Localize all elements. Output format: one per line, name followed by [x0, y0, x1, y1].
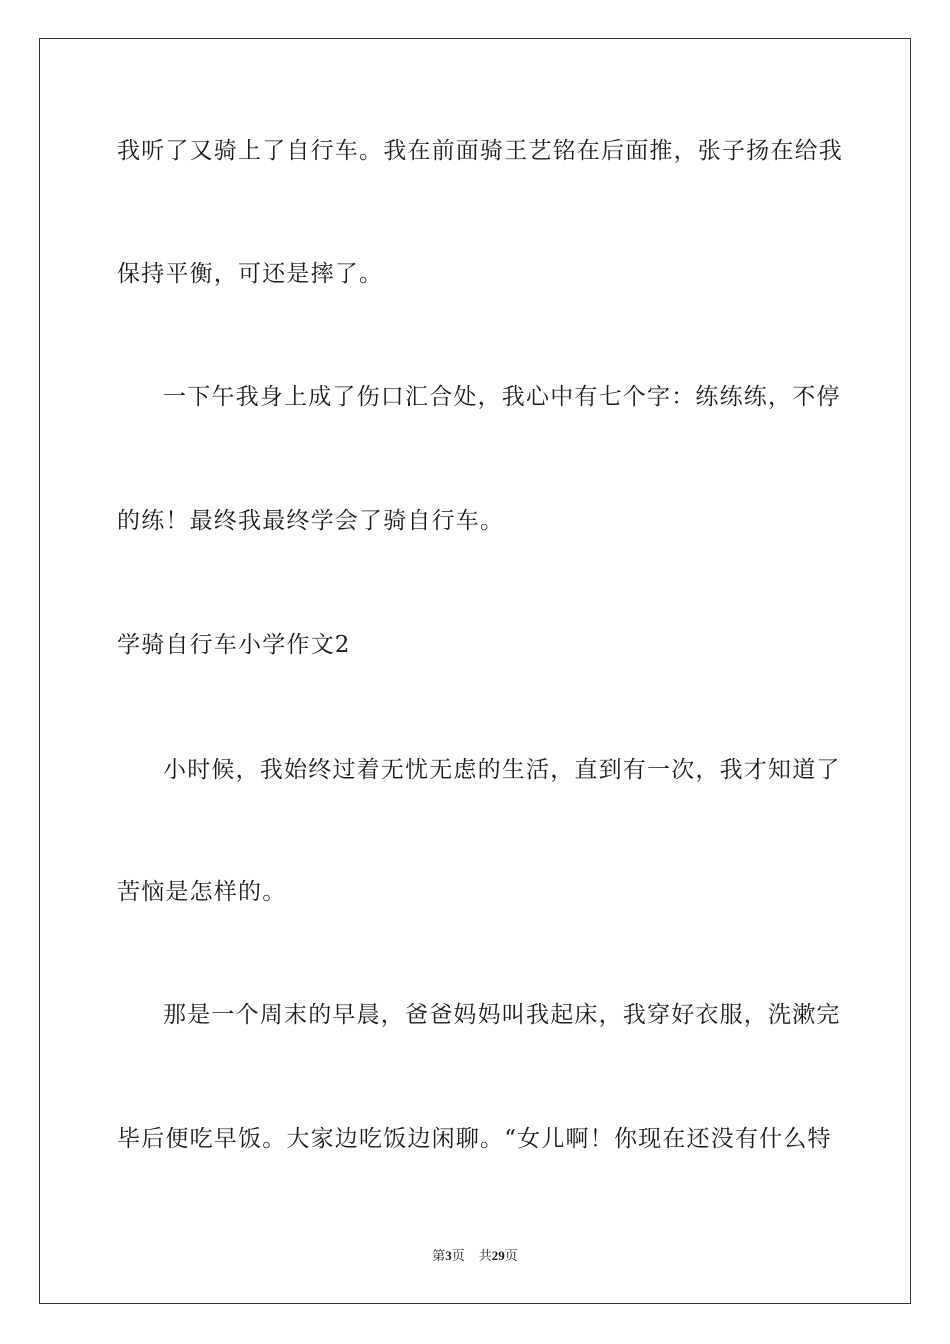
- body-line-8: 毕后便吃早饭。大家边吃饭边闲聊。“女儿啊！你现在还没有什么特: [117, 1126, 832, 1152]
- body-line-7: 那是一个周末的早晨，爸爸妈妈叫我起床，我穿好衣服，洗漱完: [163, 1002, 841, 1028]
- body-line-5: 小时候，我始终过着无忧无虑的生活，直到有一次，我才知道了: [163, 757, 841, 783]
- body-line-6: 苦恼是怎样的。: [117, 879, 287, 905]
- footer-page-suffix: 页: [451, 1249, 465, 1264]
- footer-page-prefix: 第: [432, 1249, 446, 1264]
- body-line-4: 的练！最终我最终学会了骑自行车。: [117, 508, 505, 534]
- page-footer: [0, 1247, 950, 1266]
- body-line-1: 我听了又骑上了自行车。我在前面骑王艺铭在后面推，张子扬在给我: [117, 138, 843, 164]
- section-heading: 学骑自行车小学作文2: [117, 632, 351, 658]
- body-line-2: 保持平衡，可还是摔了。: [117, 261, 384, 287]
- footer-page-number: 3: [445, 1248, 452, 1263]
- footer-total-prefix: 共: [478, 1249, 492, 1264]
- footer-total-suffix: 页: [504, 1249, 518, 1264]
- body-line-3: 一下午我身上成了伤口汇合处，我心中有七个字：练练练，不停: [163, 384, 841, 410]
- page-frame: [39, 38, 911, 1304]
- footer-total-pages: 29: [491, 1248, 505, 1263]
